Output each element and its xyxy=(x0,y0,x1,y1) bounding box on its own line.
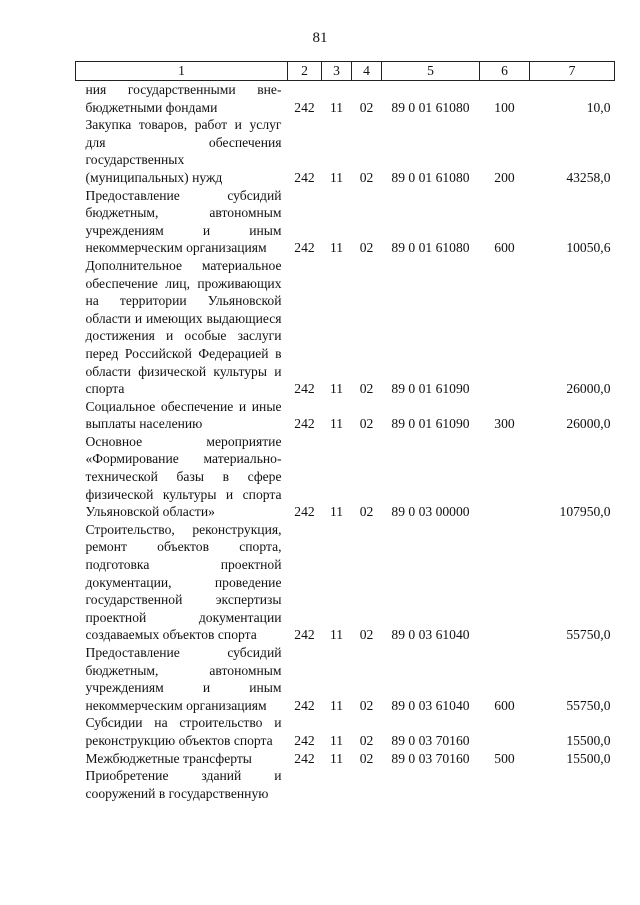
section-code-cell: 11 xyxy=(329,416,344,432)
table-row xyxy=(76,714,615,749)
row-name-cell: Предоставление субсидий бюджетным, автономным учреждениям и иным некоммерческим организациям xyxy=(85,187,282,256)
table-body xyxy=(76,81,615,803)
section-code-cell: 11 xyxy=(329,381,344,397)
expense-type-cell xyxy=(480,433,530,521)
table-row xyxy=(76,116,615,186)
row-name-cell: Закупка товаров, работ и услуг для обеспечения государственных (муниципальных) нужд xyxy=(85,117,282,185)
expense-type-cell xyxy=(480,257,530,398)
subsection-code-cell: 02 xyxy=(359,381,374,397)
target-article-cell: 89 0 01 61090 xyxy=(391,381,470,397)
section-code-cell: 11 xyxy=(329,169,344,185)
expense-type-cell xyxy=(480,521,530,644)
column-header: 3 xyxy=(322,62,352,81)
row-name-cell: Основное мероприятие «Формирование материально-технической базы в сфере физической культуры и спорта Ульяновской области» xyxy=(85,433,282,520)
expense-type-cell xyxy=(480,767,530,802)
table-header-row xyxy=(76,62,615,81)
table-row xyxy=(76,750,615,768)
administrator-code-cell: 242 xyxy=(294,416,315,432)
target-article-cell: 89 0 01 61080 xyxy=(391,169,470,185)
subsection-code-cell: 02 xyxy=(359,732,374,748)
table-row xyxy=(76,521,615,644)
column-header: 4 xyxy=(352,62,382,81)
row-name-cell: ния государственными вне-бюджетными фондами xyxy=(85,82,282,115)
row-name-cell: Межбюджетные трансферты xyxy=(85,750,252,766)
row-name-cell: Строительство, реконструкция, ремонт объектов спорта, подготовка проектной документации, проведение государственной экспертизы проектной документации создаваемых объектов спорта xyxy=(85,521,282,643)
column-header: 1 xyxy=(76,62,288,81)
amount-cell: 107950,0 xyxy=(559,504,611,520)
expense-type-cell: 600 xyxy=(494,240,515,256)
budget-table xyxy=(75,61,615,802)
amount-cell xyxy=(530,767,615,802)
amount-cell: 55750,0 xyxy=(566,627,611,643)
amount-cell: 26000,0 xyxy=(566,416,611,432)
expense-type-cell: 200 xyxy=(494,169,515,185)
administrator-code-cell: 242 xyxy=(294,169,315,185)
administrator-code-cell: 242 xyxy=(294,627,315,643)
subsection-code-cell: 02 xyxy=(359,697,374,713)
administrator-code-cell: 242 xyxy=(294,99,315,115)
table-row xyxy=(76,644,615,714)
target-article-cell: 89 0 03 61040 xyxy=(391,697,470,713)
subsection-code-cell xyxy=(352,767,382,802)
target-article-cell: 89 0 01 61080 xyxy=(391,99,470,115)
target-article-cell: 89 0 03 70160 xyxy=(391,750,470,766)
expense-type-cell: 500 xyxy=(494,750,515,766)
table-row xyxy=(76,433,615,521)
target-article-cell xyxy=(382,767,480,802)
target-article-cell: 89 0 03 00000 xyxy=(391,504,470,520)
section-code-cell: 11 xyxy=(329,99,344,115)
target-article-cell: 89 0 01 61090 xyxy=(391,416,470,432)
expense-type-cell xyxy=(480,714,530,749)
table-row xyxy=(76,187,615,257)
section-code-cell: 11 xyxy=(329,750,344,766)
row-name-cell: Субсидии на строительство и реконструкцию объектов спорта xyxy=(85,715,282,748)
subsection-code-cell: 02 xyxy=(359,627,374,643)
subsection-code-cell: 02 xyxy=(359,169,374,185)
subsection-code-cell: 02 xyxy=(359,99,374,115)
expense-type-cell: 300 xyxy=(494,416,515,432)
amount-cell: 15500,0 xyxy=(566,750,611,766)
section-code-cell: 11 xyxy=(329,504,344,520)
row-name-cell: Предоставление субсидий бюджетным, автономным учреждениям и иным некоммерческим организациям xyxy=(85,645,282,713)
administrator-code-cell: 242 xyxy=(294,750,315,766)
row-name-cell: Дополнительное материальное обеспечение лиц, проживающих на территории Ульяновской области и имеющих выдающиеся достижения и особые заслуги перед Российской Федерацией в области физической культуры и спорта xyxy=(85,257,282,397)
target-article-cell: 89 0 03 70160 xyxy=(391,732,470,748)
subsection-code-cell: 02 xyxy=(359,750,374,766)
column-header: 6 xyxy=(480,62,530,81)
section-code-cell: 11 xyxy=(329,732,344,748)
table-row xyxy=(76,398,615,433)
subsection-code-cell: 02 xyxy=(359,504,374,520)
row-name-cell: Приобретение зданий и сооружений в государственную xyxy=(85,768,282,801)
column-header: 2 xyxy=(288,62,322,81)
table-row xyxy=(76,257,615,398)
administrator-code-cell: 242 xyxy=(294,381,315,397)
subsection-code-cell: 02 xyxy=(359,240,374,256)
expense-type-cell: 600 xyxy=(494,697,515,713)
target-article-cell: 89 0 01 61080 xyxy=(391,240,470,256)
target-article-cell: 89 0 03 61040 xyxy=(391,627,470,643)
column-header: 5 xyxy=(382,62,480,81)
subsection-code-cell: 02 xyxy=(359,416,374,432)
administrator-code-cell: 242 xyxy=(294,240,315,256)
section-code-cell xyxy=(322,767,352,802)
section-code-cell: 11 xyxy=(329,240,344,256)
administrator-code-cell: 242 xyxy=(294,504,315,520)
administrator-code-cell: 242 xyxy=(294,697,315,713)
amount-cell: 26000,0 xyxy=(566,381,611,397)
amount-cell: 15500,0 xyxy=(566,732,611,748)
administrator-code-cell: 242 xyxy=(294,732,315,748)
page-number: 81 xyxy=(312,30,328,46)
amount-cell: 43258,0 xyxy=(566,169,611,185)
row-name-cell: Социальное обеспечение и иные выплаты населению xyxy=(85,398,282,432)
section-code-cell: 11 xyxy=(329,697,344,713)
amount-cell: 10050,6 xyxy=(566,240,611,256)
column-header: 7 xyxy=(530,62,615,81)
section-code-cell: 11 xyxy=(329,627,344,643)
expense-type-cell: 100 xyxy=(494,99,515,115)
amount-cell: 55750,0 xyxy=(566,697,611,713)
table-row xyxy=(76,767,615,802)
table-row xyxy=(76,81,615,117)
administrator-code-cell xyxy=(288,767,322,802)
amount-cell: 10,0 xyxy=(586,99,611,115)
